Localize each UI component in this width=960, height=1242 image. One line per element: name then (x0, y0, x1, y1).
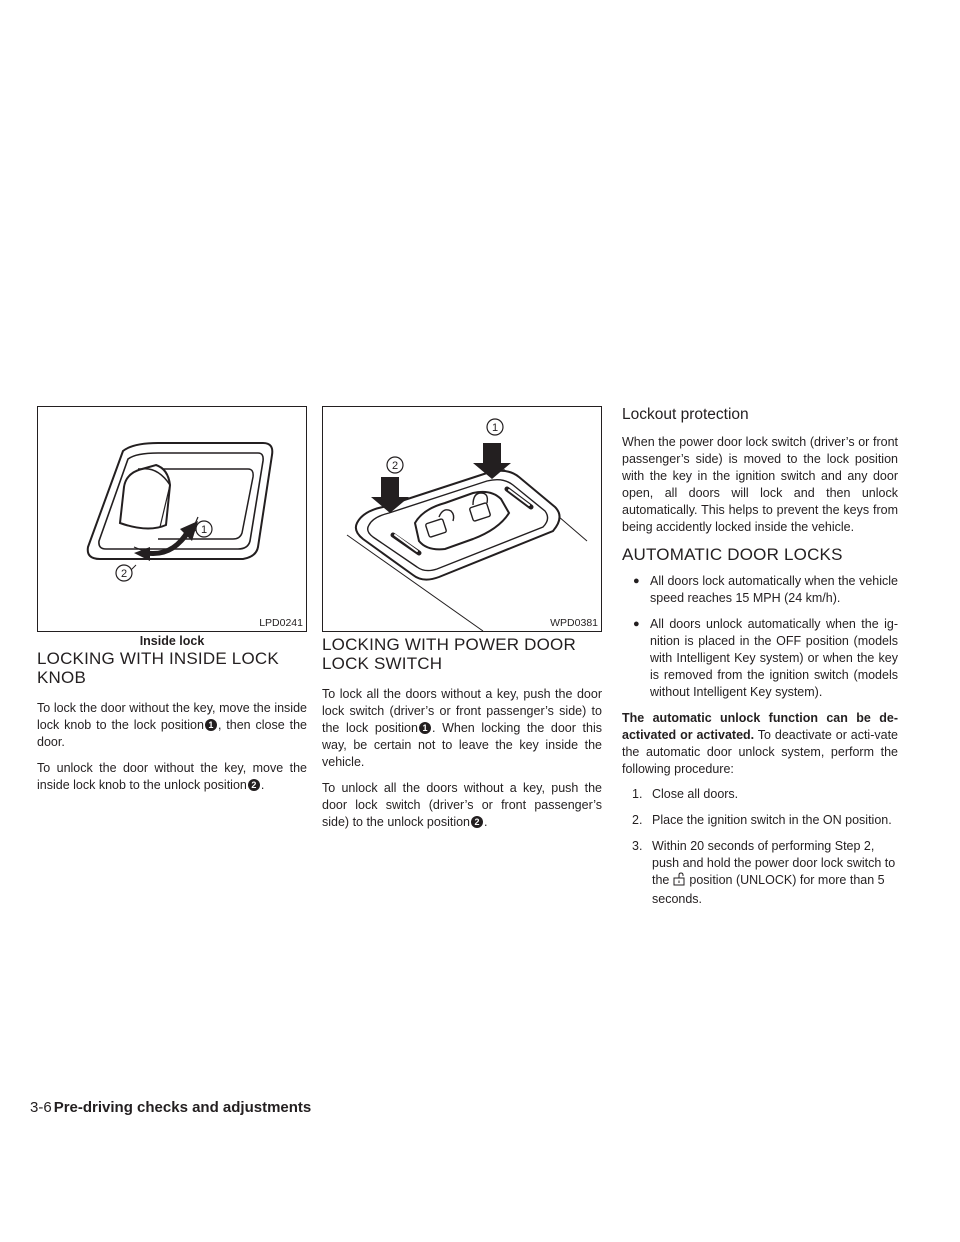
paragraph-lock: To lock the door without the key, move the inside lock knob to the lock position 1 , then close the door. (37, 701, 307, 749)
inside-lock-illustration (38, 407, 306, 631)
step-item: 3. Within 20 seconds of performing Step 2, push and hold the power door lock switch to the position (UNLOCK) for more than 5 seconds. (632, 839, 896, 906)
section-heading-inside-lock: LOCKING WITH INSIDE LOCK KNOB (37, 649, 279, 687)
callout-1-label: 1 (200, 524, 208, 536)
column-right (622, 406, 898, 908)
figure-code: WPD0381 (550, 617, 598, 629)
page-footer (30, 1099, 311, 1116)
figure-code: LPD0241 (259, 617, 303, 629)
page-number: 3-6 (30, 1099, 52, 1116)
callout-2-label: 2 (120, 568, 128, 580)
paragraph-power-unlock: To unlock all the doors without a key, push the door lock switch (driver’s or front passenger’s side) to the unlock position 2 . (322, 781, 602, 829)
step-item: 2. Place the ignition switch in the ON position. (632, 813, 892, 827)
callout-marker-2: 2 (471, 816, 483, 828)
figure-power-door-lock-switch (322, 406, 602, 632)
callout-marker-1: 1 (419, 722, 431, 734)
list-item: ● All doors unlock automatically when the ig-nition is placed in the OFF position (models with Intelligent Key system) or when the key is removed from the ignition switch (models without Intelligent Key system). (633, 617, 898, 699)
callout-1-label: 1 (491, 422, 499, 434)
callout-2-label: 2 (391, 460, 399, 472)
callout-marker-1: 1 (205, 719, 217, 731)
paragraph-unlock: To unlock the door without the key, move the inside lock knob to the unlock position 2 . (37, 761, 307, 792)
figure-inside-lock (37, 406, 307, 632)
section-heading-power-lock: LOCKING WITH POWER DOOR LOCK SWITCH (322, 635, 576, 673)
paragraph-power-lock: To lock all the doors without a key, push the door lock switch (driver’s or front passenger’s side) to the lock position 1 . When locking the door this way, be certain not to leave the key inside the vehicle. (322, 687, 603, 769)
bullet-list (622, 573, 898, 701)
list-item: ● All doors lock automatically when the vehicle speed reaches 15 MPH (24 km/h). (633, 574, 898, 605)
callout-marker-2: 2 (248, 779, 260, 791)
power-lock-switch-illustration (323, 407, 601, 631)
column-left (37, 406, 307, 794)
unlock-icon (673, 872, 685, 891)
section-heading-lockout: Lockout protection (622, 406, 749, 423)
paragraph-lockout: When the power door lock switch (driver’s or front passenger’s side) is moved to the lock position with the key in the ignition switch and any door open, all doors will lock and then unlock automatically. This helps to prevent the keys from being accidently locked inside the vehicle. (622, 435, 898, 534)
procedure-steps (622, 786, 898, 908)
column-middle (322, 406, 602, 831)
section-heading-automatic-locks: AUTOMATIC DOOR LOCKS (622, 545, 843, 564)
step-item: 1. Close all doors. (632, 787, 739, 801)
paragraph-unlock-function: The automatic unlock function can be de-activated or activated. To deactivate or acti-vate the automatic door unlock system, perform the following procedure: (622, 711, 898, 776)
chapter-title: Pre-driving checks and adjustments (53, 1099, 312, 1116)
figure-caption: Inside lock (139, 634, 205, 648)
